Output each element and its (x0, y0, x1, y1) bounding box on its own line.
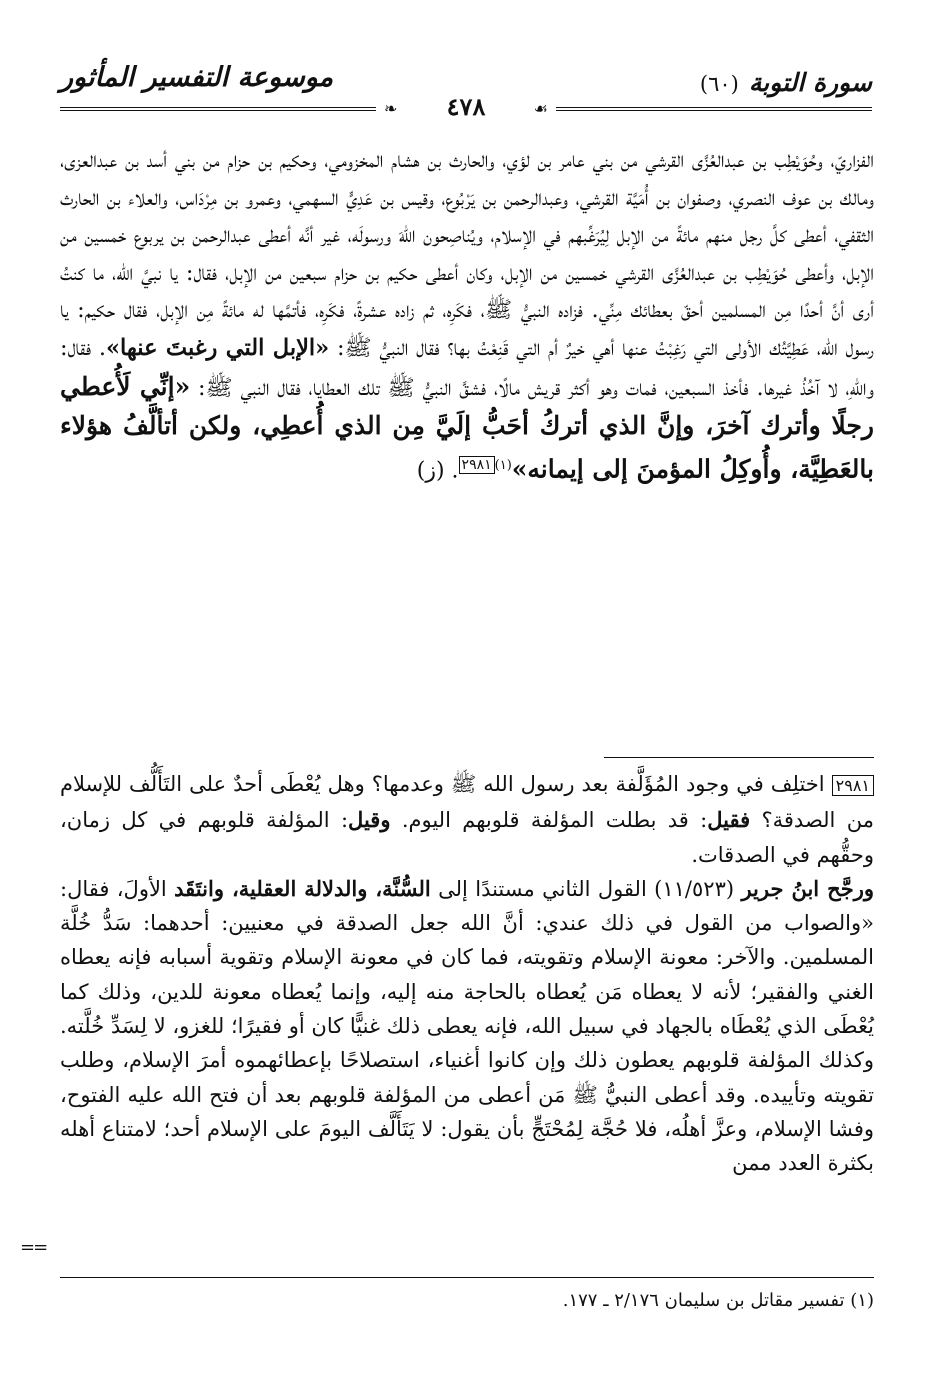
tarjih-label: ورجَّح ابنُ جرير (741, 875, 874, 901)
footnote: (١) تفسير مقاتل بن سليمان ٢/١٧٦ ـ ١٧٧. (562, 1290, 874, 1311)
commentary-number-box: ٢٩٨١ (832, 775, 874, 796)
page-header (60, 58, 872, 122)
ayah-number: (٦٠) (699, 72, 739, 96)
footnote-ref[interactable]: (١) (494, 457, 512, 473)
ornament-left-icon: ❧ (384, 99, 398, 118)
header-rule (60, 92, 872, 121)
commentary-text-5: الأولَ، فقال: «والصواب من القول في ذلك عندي: أنَّ الله جعل الصدقة في معنيين: أحدهما: سَدُّ خُلَّة المسلمين. والآخر: معونة الإسلام وتقويته، فما كان في معونة الإسلام وتقوية أسبابه فإنه يعطاه الغني والفقير؛ لأنه لا يعطاه مَن يُعطاه بالحاجة منه إليه، وإنما يُعطاه معونة للدين، وذلك كما يُعْطَى الذي يُعْطَاه بالجهاد في سبيل الله، فإنه يعطى ذلك غنيًّا كان أو فقيرًا؛ للغزو، لا لِسَدِّ خُلَّته. وكذلك المؤلفة قلوبهم يعطون ذلك وإن كانوا أغنياء، استصلاحًا بإعطائهموه أمرَ الإسلام، وطلب تقويته وتأييده. وقد أعطى النبيُّ ﷺ مَن أعطى من المؤلفة قلوبهم بعد أن فتح الله عليه الفتوح، وفشا الإسلام، وعزَّ أهلُه، فلا حُجَّة لِمُحْتَجٍّ بأن يقول: لا يَتَأَلَّف اليومَ على الإسلام أحد؛ لامتناع أهله بكثرة العدد ممن (59, 876, 874, 1176)
commentary-text-2: : قد بطلت المؤلفة قلوبهم اليوم. (401, 808, 708, 833)
evidence-label: السُّنَّة، والدلالة العقلية، وانتَقَد (174, 875, 431, 901)
source-tag: . (ز) (416, 458, 459, 484)
surah-name: سورة التوبة (748, 68, 872, 97)
commentary-paragraph-2 (60, 872, 874, 1181)
main-text (60, 142, 874, 490)
prophet-quote-2: «إنِّي لَأُعطي رجلًا وأترك آخرَ، وإنَّ الذي أتركُ أحَبُّ إلَيَّ مِن الذي أُعطِي، ولكن أتألَّفُ هؤلاء بالعَطِيَّة، وأُوكِلُ المؤمنَ إلى إيمانه» (60, 371, 874, 484)
footnote-separator (60, 1277, 874, 1278)
page-number: ٤٧٨ (446, 92, 486, 121)
commentary-block (60, 767, 874, 1181)
opinion-label-2: وقيل (348, 807, 391, 833)
continuation-mark: == (20, 1237, 47, 1258)
narration-text-1: الفزاريّ، وحُوَيْطِب بن عبدالعُزَّى القرشي من بني عامر بن لؤي، والحارث بن هشام المخزومي، وحكيم بن حزام من بني أسد بن عبدالعزى، ومالك بن عوف النصري، وصفوان بن أُمَيَّة القرشي، وعبدالرحمن بن يَرْبُوع، وقيس بن عَدِيٍّ السهمي، وعمرو بن مِرْدَاس، والعلاء بن الحارث الثقفي، أعطى كلَّ رجل منهم مائةً من الإبل لِيُرَغِّبهم في الإسلام، ويُناصِحون اللهَ ورسولَه، غير أنَّه أعطى عبدالرحمن بن يربوع خمسين من الإبل، وأعطى حُوَيْطِب بن عبدالعُزَّى القرشي خمسين من الإبل، وكان أعطى حكيم بن حزام سبعين من الإبل، فقال: يا نبيَّ الله، ما كنتُ أرى أنَّ أحدًا مِن المسلمين أحقّ بعطائك مِنِّي. فزاده النبيُّ ﷺ، فكَرِه، ثم زاده عشرةً، فكَرِه، فأتمَّها له مائةً مِن الإبل، فقال حكيم: يا رسول الله، عَطِيَّتُك الأولى التي رَغِبْتُ عنها أهي خيرٌ أم التي قَنِعْتُ بها؟ فقال النبيُّ ﷺ: (60, 147, 874, 361)
commentary-separator (604, 757, 874, 758)
commentary-text-1: اختلِف في وجود المُؤَلَّفة بعد رسول الله ﷺ وعدمها؟ وهل يُعْطَى أحدٌ على التَأَلُّف للإسلام من الصدقة؟ (60, 772, 874, 833)
commentary-ref-box[interactable]: ٢٩٨١ (459, 456, 495, 474)
book-title: موسوعة التفسير المأثور (60, 62, 334, 93)
commentary-text-4: (١١/٥٢٣) القول الثاني مستندًا إلى (438, 876, 735, 901)
commentary-text-3: : المؤلفة قلوبهم في كل زمان، وحقُّهم في الصدقات. (60, 808, 874, 867)
opinion-label-1: فقيل (707, 807, 751, 833)
commentary-paragraph-1 (60, 767, 874, 872)
prophet-quote-1: «الإبل التي رغبتَ عنها» (105, 334, 330, 361)
narration-text-2: . فقال: واللهِ، لا آخُذُ غيرها. فأخذ السبعين، فمات وهو أكثر قريش مالًا، فشقَّ النبيُّ ﷺ تلك العطايا، فقال النبي ﷺ: (60, 334, 875, 401)
ornament-right-icon: ☙ (533, 99, 548, 118)
main-paragraph (60, 142, 874, 490)
header-rule-right (556, 107, 872, 111)
